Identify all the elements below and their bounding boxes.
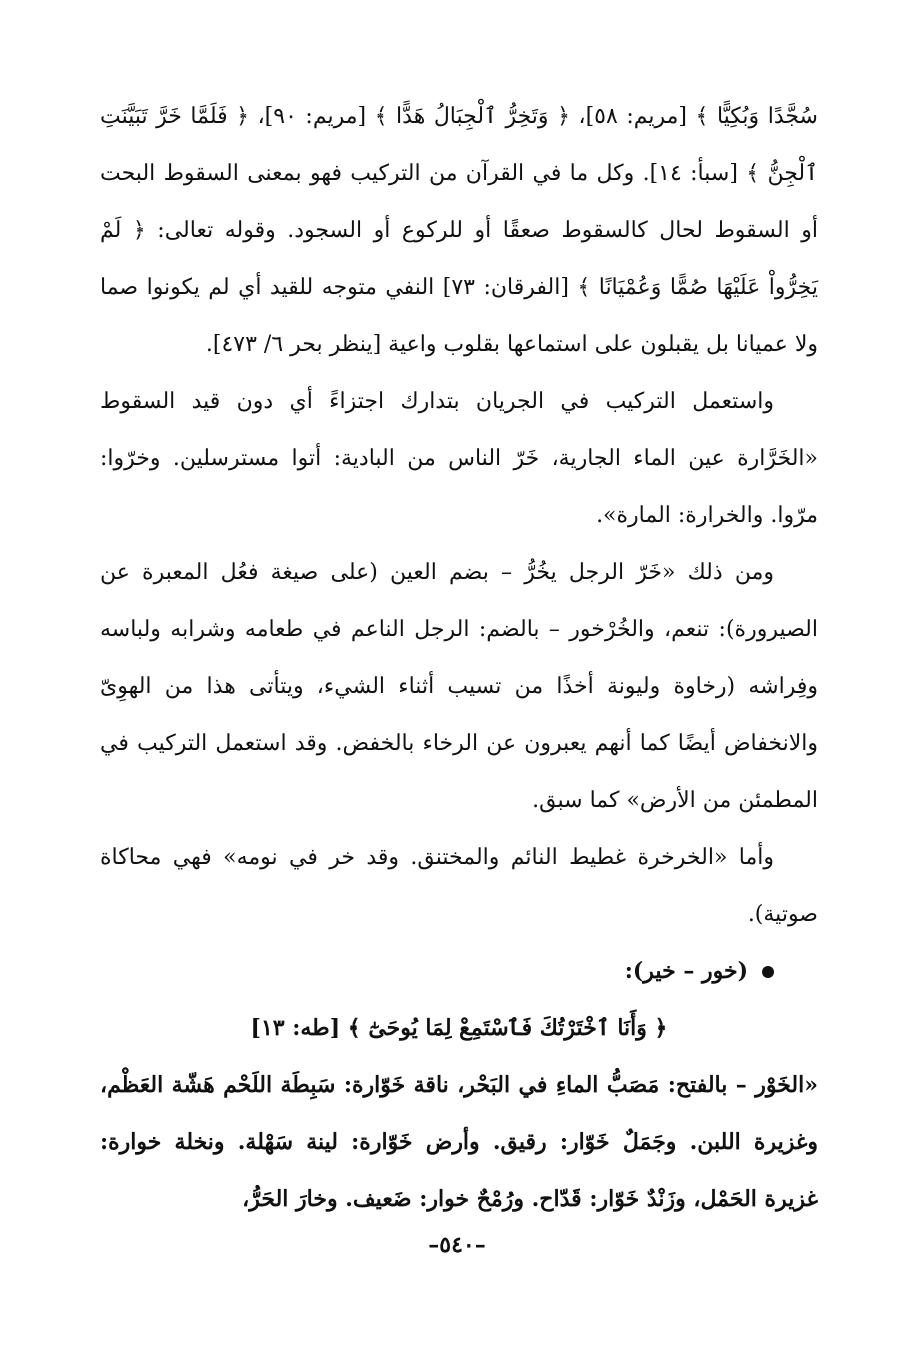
paragraph-4: وأما «الخرخرة غطيط النائم والمختنق. وقد خر في نومه» فهي محاكاة صوتية). [100,845,818,927]
paragraph-3: ومن ذلك «خَرّ الرجل يخُرُّ – بضم العين (على صيغة فعُل المعبرة عن الصيرورة): تنعم، والخُرْخور – بالضم: الرجل الناعم في طعامه وشرابه ولباسه وفِراشه (رخاوة وليونة أخذًا من تسيب أثناء الشيء، ويتأتى هذا من الهوِىّ والانخفاض أيضًا كما أنهم يعبرون عن الرخاء بالخفض. وقد استعمل التركيب في المطمئن من الأرض» كما سبق. [100,560,818,813]
section-heading-text: (خور – خير): [624,958,748,984]
section-heading [100,943,818,1000]
page-body [100,88,818,1228]
page-number: –٥٤٠– [428,1232,486,1258]
bullet-icon [762,966,774,978]
paragraph-1: سُجَّدًا وَبُكِيًّا ﴾ [مريم: ٥٨]، ﴿ وَتَخِرُّ ٱلْجِبَالُ هَدًّا ﴾ [مريم: ٩٠]، ﴿ فَلَمَّا خَرَّ تَبَيَّنَتِ ٱلْجِنُّ ﴾ [سبأ: ١٤]. وكل ما في القرآن من التركيب فهو بمعنى السقوط البحت أو السقوط لحال كالسقوط صعقًا أو للركوع أو السجود. وقوله تعالى: ﴿ لَمْ يَخِرُّواْ عَلَيْهَا صُمًّا وَعُمْيَانًا ﴾ [الفرقان: ٧٣] النفي متوجه للقيد أي لم يكونوا صما ولا عميانا بل يقبلون على استماعها بقلوب واعية [ينظر بحر ٦/ ٤٧٣]. [100,104,818,357]
quran-verse: ﴿ وَأَنَا ٱخْتَرْتُكَ فَٱسْتَمِعْ لِمَا يُوحَىٰٓ ﴾ [طه: ١٣] [250,1015,668,1041]
entry-paragraph: «الخَوْر – بالفتح: مَصَبُّ الماءِ في البَحْر، ناقة خَوّارة: سَبِطَة اللَحْم هَشّة العَظْم، وغزيرة اللبن. وجَمَلٌ خَوّار: رقيق. وأرض خَوّارة: لينة سَهْلة. ونخلة خوارة: غزيرة الحَمْل، وزَنْدٌ خَوّار: قَدّاح. ورُمْحٌ خوار: ضَعيف. وخارَ الحَرُّ، [100,1072,818,1212]
paragraph-2: واستعمل التركيب في الجريان بتدارك اجتزاءً أي دون قيد السقوط «الخَرَّارة عين الماء الجارية، خَرّ الناس من البادية: أتوا مسترسلين. وخرّوا: مرّوا. والخرارة: المارة». [100,389,818,528]
